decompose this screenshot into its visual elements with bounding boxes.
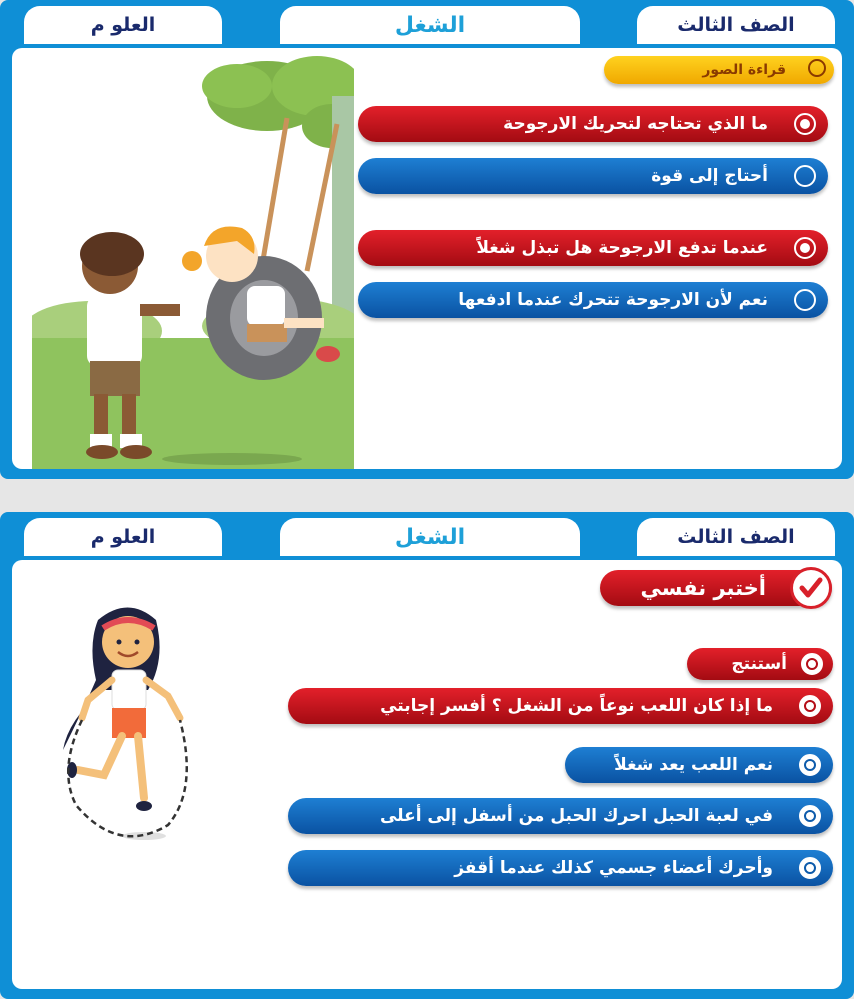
slide-swing bbox=[0, 0, 854, 479]
girl-jump-rope-illustration bbox=[48, 600, 208, 860]
slide-jump-rope bbox=[0, 512, 854, 999]
item-text: في لعبة الحبل احرك الحبل من أسفل إلى أعلى bbox=[379, 806, 773, 826]
tab-grade[interactable]: الصف الثالث bbox=[637, 518, 835, 556]
answer-item[interactable] bbox=[358, 158, 828, 194]
content-panel bbox=[12, 48, 842, 469]
children-swing-illustration bbox=[32, 56, 354, 469]
answer-item[interactable] bbox=[288, 798, 833, 834]
question-item[interactable] bbox=[358, 106, 828, 142]
radio-icon[interactable] bbox=[794, 113, 816, 135]
check-icon bbox=[790, 567, 832, 609]
item-text: ما الذي تحتاجه لتحريك الارجوحة bbox=[503, 114, 768, 134]
tab-lesson[interactable]: الشغل bbox=[280, 6, 580, 44]
answer-item[interactable] bbox=[288, 850, 833, 886]
header-label: أختبر نفسي bbox=[640, 576, 766, 600]
radio-icon bbox=[808, 59, 826, 77]
tab-subject[interactable]: العلو م bbox=[24, 518, 222, 556]
badge-label: أستنتج bbox=[731, 654, 787, 674]
item-text: نعم اللعب يعد شغلاً bbox=[614, 755, 773, 775]
answer-item[interactable] bbox=[565, 747, 833, 783]
item-text: نعم لأن الارجوحة تتحرك عندما ادفعها bbox=[458, 290, 768, 310]
badge-label: قراءة الصور bbox=[702, 62, 786, 78]
tab-grade[interactable]: الصف الثالث bbox=[637, 6, 835, 44]
target-icon[interactable] bbox=[799, 857, 821, 879]
item-text: ما إذا كان اللعب نوعاً من الشغل ؟ أفسر إجابتي bbox=[380, 696, 773, 716]
target-icon[interactable] bbox=[799, 754, 821, 776]
radio-icon[interactable] bbox=[794, 289, 816, 311]
target-icon bbox=[801, 653, 823, 675]
badge-conclude bbox=[687, 648, 833, 680]
badge-read-pictures bbox=[604, 56, 834, 84]
radio-icon[interactable] bbox=[794, 237, 816, 259]
radio-icon[interactable] bbox=[794, 165, 816, 187]
tab-lesson[interactable]: الشغل bbox=[280, 518, 580, 556]
tab-subject[interactable]: العلو م bbox=[24, 6, 222, 44]
target-icon[interactable] bbox=[799, 805, 821, 827]
item-text: عندما تدفع الارجوحة هل تبذل شغلاً bbox=[476, 238, 768, 258]
content-panel bbox=[12, 560, 842, 989]
item-text: أحتاج إلى قوة bbox=[651, 166, 768, 186]
item-text: وأحرك أعضاء جسمي كذلك عندما أقفز bbox=[454, 858, 773, 878]
answer-item[interactable] bbox=[358, 282, 828, 318]
target-icon[interactable] bbox=[799, 695, 821, 717]
question-item[interactable] bbox=[288, 688, 833, 724]
question-item[interactable] bbox=[358, 230, 828, 266]
